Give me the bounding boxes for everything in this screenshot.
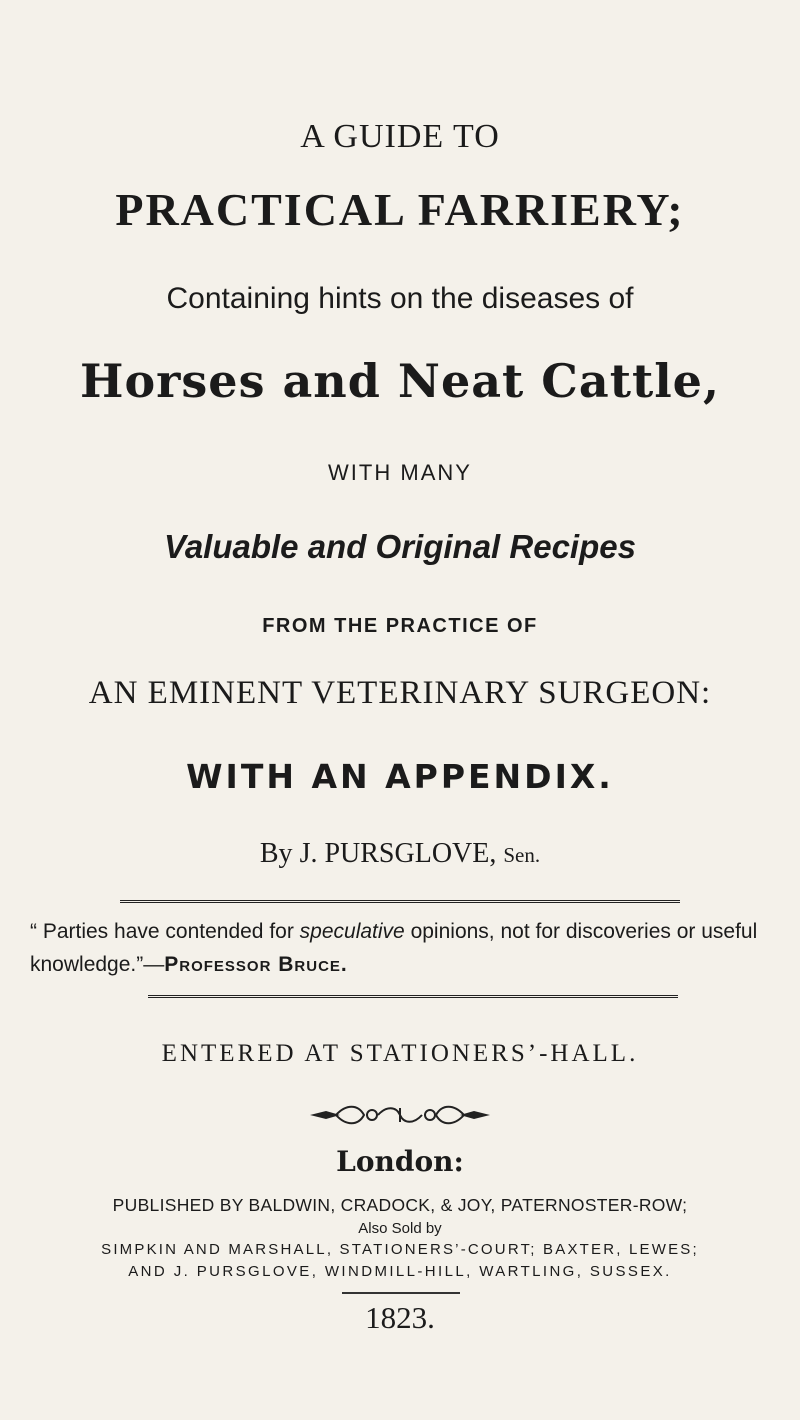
epigraph-end: opinions, not for discoveries or useful knowledge.”— (30, 920, 758, 976)
sellers-line-1: SIMPKIN AND MARSHALL, STATIONERS’-COURT; BAXTER, LEWES; (101, 1241, 699, 1258)
guide-line: A GUIDE TO (300, 118, 500, 155)
year-divider (342, 1292, 460, 1294)
from-practice-line: FROM THE PRACTICE OF (262, 615, 538, 637)
epigraph-italic: speculative (299, 920, 405, 943)
appendix-line: WITH AN APPENDIX. (186, 757, 614, 796)
main-title: PRACTICAL FARRIERY; (115, 184, 685, 235)
blackletter-subject: Horses and Neat Cattle, (80, 354, 720, 408)
publisher-line: PUBLISHED BY BALDWIN, CRADOCK, & JOY, PATERNOSTER-ROW; (112, 1195, 688, 1215)
author-line (0, 838, 800, 870)
city-line: London: (336, 1145, 464, 1178)
surgeon-line: AN EMINENT VETERINARY SURGEON: (88, 675, 712, 711)
recipes-line: Valuable and Original Recipes (164, 528, 636, 565)
with-many-line: WITH MANY (328, 460, 472, 485)
decorative-flourish-icon (306, 1102, 494, 1128)
author-suffix: Sen. (503, 843, 541, 867)
author-by: By (259, 838, 293, 869)
publication-year: 1823. (365, 1300, 435, 1335)
bottom-divider (148, 995, 678, 998)
top-divider (120, 900, 680, 903)
sellers-line-2: AND J. PURSGLOVE, WINDMILL-HILL, WARTLING, SUSSEX. (128, 1263, 672, 1280)
epigraph-attribution: Professor Bruce. (164, 953, 348, 976)
epigraph-start: “ Parties have contended for (30, 920, 294, 943)
also-sold-line: Also Sold by (358, 1220, 442, 1237)
containing-line: Containing hints on the diseases of (166, 282, 634, 315)
entered-line: ENTERED AT STATIONERS’-HALL. (161, 1040, 639, 1067)
author-name: J. PURSGLOVE, (299, 838, 497, 869)
epigraph (30, 915, 770, 981)
